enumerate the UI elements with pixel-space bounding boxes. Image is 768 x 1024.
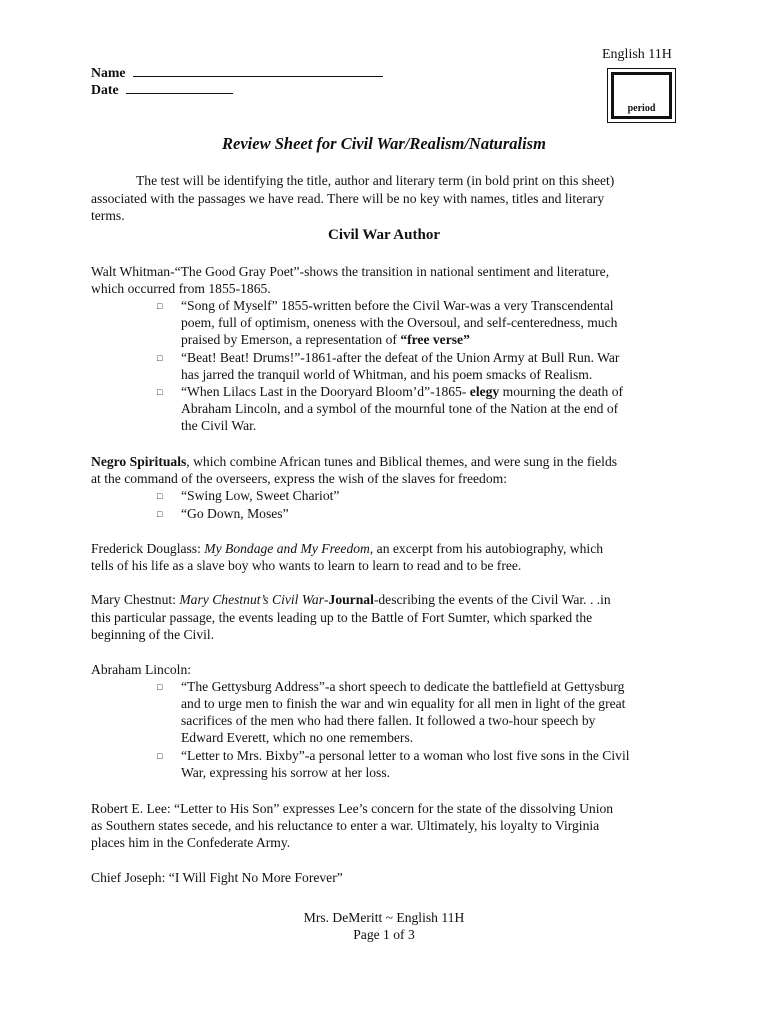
douglass-line-2: tells of his life as a slave boy who wants to learn to learn to read and to be free. — [91, 558, 522, 573]
name-label: Name — [91, 65, 126, 80]
term-journal: Journal — [328, 592, 374, 607]
douglass-work-title: My Bondage and My Freedom — [204, 541, 370, 556]
lee-line-2: as Southern states secede, and his reluctance to enter a war. Ultimately, his loyalty to Virginia — [91, 818, 600, 833]
term-free-verse: “free verse” — [400, 332, 470, 347]
whitman-item-1-line-3: praised by Emerson, a representation of “free verse” — [181, 332, 470, 347]
whitman-item-2-line-2: has jarred the tranquil world of Whitman, and his poem smacks of Realism. — [181, 367, 593, 382]
bullet-icon — [157, 298, 162, 316]
spirituals-line-2: at the command of the overseers, express the wish of the slaves for freedom: — [91, 471, 507, 486]
whitman-line-2: which occurred from 1855-1865. — [91, 281, 271, 296]
lincoln-item-1-line-2: and to urge men to finish the war and win equality for all men in light of the great — [181, 696, 626, 711]
spirituals-line-1: Negro Spirituals, which combine African tunes and Biblical themes, and were sung in the fields — [91, 454, 618, 469]
lee-line-3: places him in the Confederate Army. — [91, 835, 291, 850]
page-title: Review Sheet for Civil War/Realism/Naturalism — [222, 134, 546, 153]
whitman-item-1-line-1: “Song of Myself” 1855-written before the Civil War-was a very Transcendental — [181, 298, 614, 313]
joseph-line-1: Chief Joseph: “I Will Fight No More Forever” — [91, 870, 343, 885]
chestnut-line-1: Mary Chestnut: Mary Chestnut’s Civil War-Journal-describing the events of the Civil War. . .in — [91, 592, 611, 607]
bullet-icon — [157, 679, 162, 697]
term-elegy: elegy — [469, 384, 500, 399]
name-field — [91, 63, 383, 82]
lee-line-1: Robert E. Lee: “Letter to His Son” expresses Lee’s concern for the state of the dissolving Union — [91, 801, 614, 816]
whitman-item-3-line-3: the Civil War. — [181, 418, 257, 433]
chestnut-work-title: Mary Chestnut’s Civil War — [179, 592, 324, 607]
spirituals-item-1: “Swing Low, Sweet Chariot” — [181, 488, 340, 503]
spirituals-item-2: “Go Down, Moses” — [181, 506, 289, 521]
date-blank — [126, 80, 233, 94]
section-heading: Civil War Author — [328, 227, 440, 243]
chestnut-line-2: this particular passage, the events leading up to the Battle of Fort Sumter, which sparked the — [91, 610, 593, 625]
name-blank — [133, 63, 383, 77]
period-label: period — [627, 103, 656, 114]
whitman-item-2-line-1: “Beat! Beat! Drums!”-1861-after the defeat of the Union Army at Bull Run. War — [181, 350, 620, 365]
lincoln-item-2-line-2: War, expressing his sorrow at her loss. — [181, 765, 391, 780]
footer-author: Mrs. DeMeritt ~ English 11H — [303, 910, 465, 925]
bullet-icon — [157, 488, 162, 506]
lincoln-item-1-line-1: “The Gettysburg Address”-a short speech to dedicate the battlefield at Gettysburg — [181, 679, 625, 694]
footer-page-number: Page 1 of 3 — [353, 927, 415, 942]
intro-line-2: associated with the passages we have read. There will be no key with names, titles and literary — [91, 191, 605, 206]
lincoln-item-1-line-3: sacrifices of the men who had there fallen. It followed a two-hour speech by — [181, 713, 596, 728]
date-label: Date — [91, 82, 119, 97]
chestnut-line-3: beginning of the Civil. — [91, 627, 215, 642]
bullet-icon — [157, 506, 162, 524]
intro-line-3: terms. — [91, 208, 125, 223]
bullet-icon — [157, 350, 162, 368]
douglass-line-1: Frederick Douglass: My Bondage and My Freedom, an excerpt from his autobiography, which — [91, 541, 604, 556]
bullet-icon — [157, 748, 162, 766]
whitman-item-3-line-1: “When Lilacs Last in the Dooryard Bloom’d”-1865- elegy mourning the death of — [181, 384, 624, 399]
lincoln-item-2-line-1: “Letter to Mrs. Bixby”-a personal letter to a woman who lost five sons in the Civil — [181, 748, 630, 763]
bullet-icon — [157, 384, 162, 402]
intro-line-1: The test will be identifying the title, author and literary term (in bold print on this sheet) — [136, 173, 615, 188]
course-label: English 11H — [602, 47, 672, 62]
whitman-item-3-line-2: Abraham Lincoln, and a symbol of the mournful tone of the Nation at the end of — [181, 401, 619, 416]
lincoln-label: Abraham Lincoln: — [91, 662, 192, 677]
whitman-item-1-line-2: poem, full of optimism, oneness with the Oversoul, and self-centeredness, much — [181, 315, 618, 330]
date-field — [91, 80, 233, 99]
lincoln-item-1-line-4: Edward Everett, which no one remembers. — [181, 730, 414, 745]
whitman-line-1: Walt Whitman-“The Good Gray Poet”-shows the transition in national sentiment and literature, — [91, 264, 610, 279]
term-negro-spirituals: Negro Spirituals — [91, 454, 187, 469]
